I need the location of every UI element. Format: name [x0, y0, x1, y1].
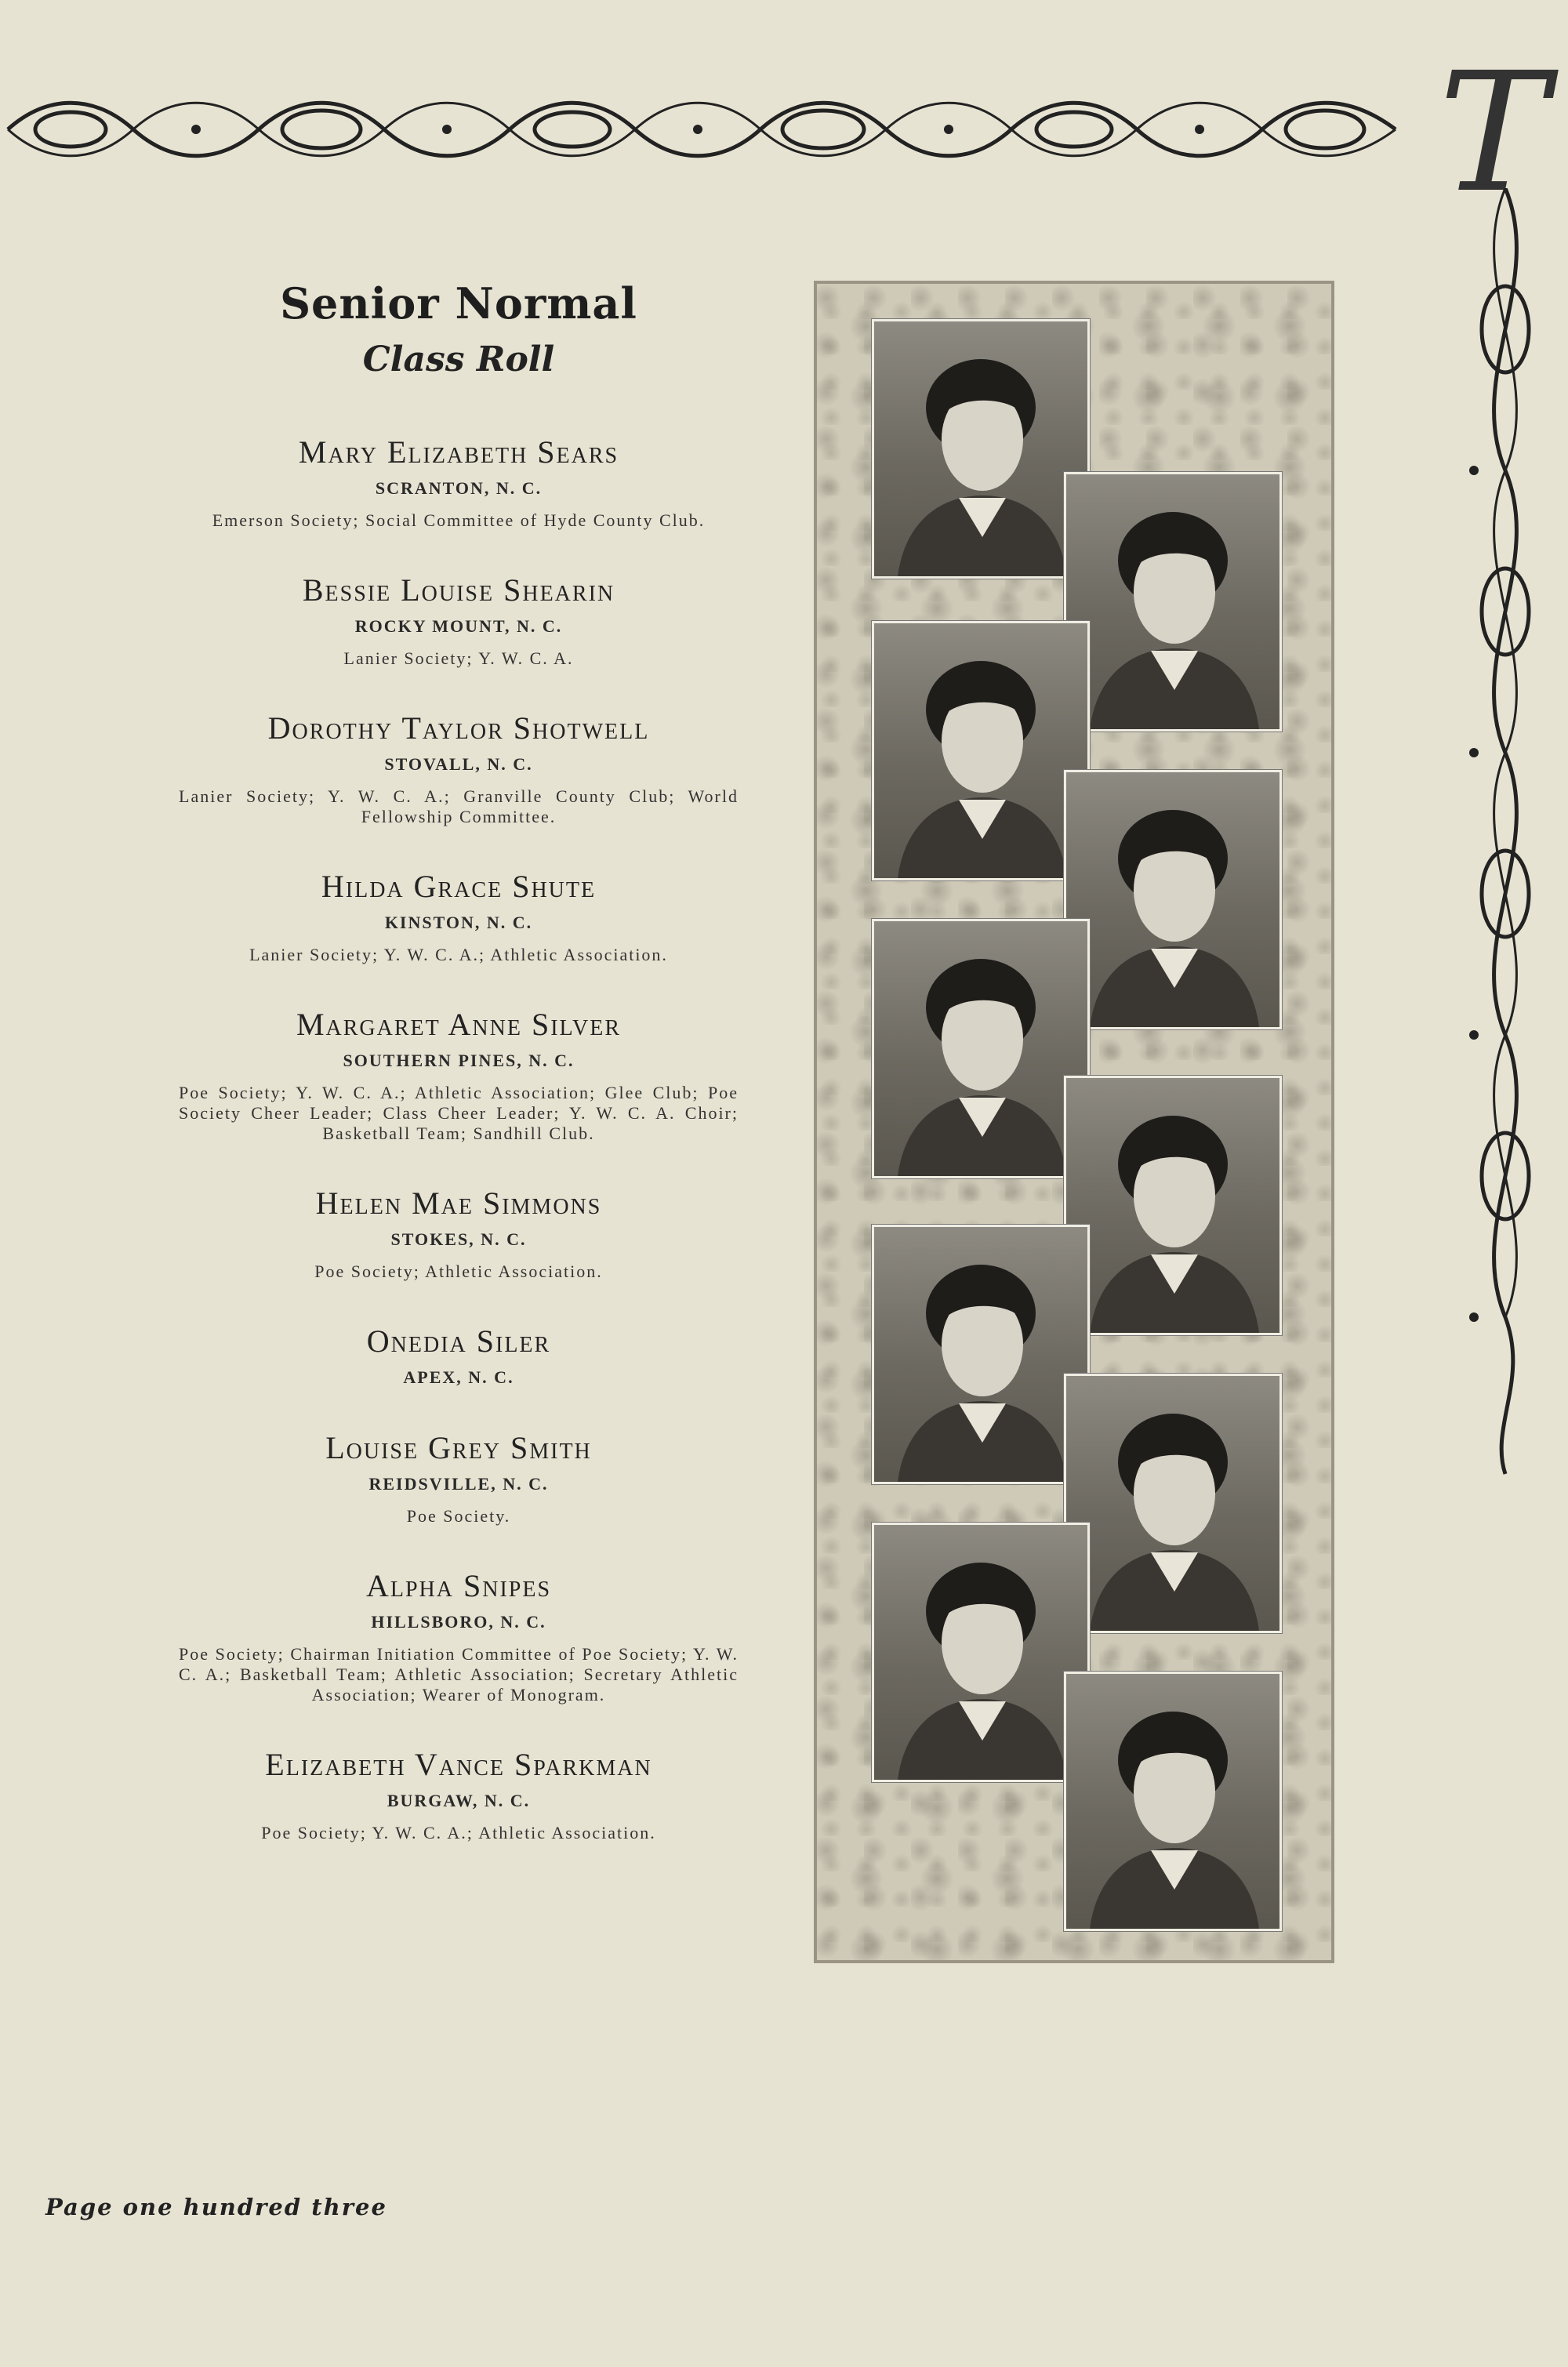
- class-roll-list: [179, 434, 739, 1884]
- hometown: HILLSBORO, N. C.: [371, 1612, 546, 1632]
- hometown: KINSTON, N. C.: [384, 913, 533, 932]
- activities: Poe Society; Y. W. C. A.; Athletic Association.: [261, 1823, 656, 1842]
- student-portrait: [872, 1225, 1090, 1484]
- student-name: Helen Mae Simmons: [315, 1185, 602, 1221]
- student-portrait: [872, 621, 1090, 880]
- section-title: Senior Normal: [280, 278, 637, 329]
- activities: Lanier Society; Y. W. C. A.: [343, 648, 574, 668]
- student-portrait: [872, 319, 1090, 579]
- student-portrait: [872, 919, 1090, 1178]
- student-name: Louise Grey Smith: [325, 1430, 592, 1465]
- hometown: BURGAW, N. C.: [387, 1791, 531, 1810]
- activities: Poe Society; Y. W. C. A.; Athletic Association; Glee Club; Poe Society Cheer Leader; Class Cheer Leader; Y. W. C. A. Choir; Basketball Team; Sandhill Club.: [179, 1083, 739, 1143]
- student-name: Hilda Grace Shute: [321, 869, 597, 904]
- roll-entry: [179, 1567, 739, 1705]
- student-name: Mary Elizabeth Sears: [298, 434, 619, 470]
- student-name: Elizabeth Vance Sparkman: [265, 1747, 652, 1782]
- roll-entry: [179, 572, 739, 669]
- student-portrait: [1064, 472, 1282, 732]
- drop-cap: T: [1438, 37, 1549, 229]
- student-name: Margaret Anne Silver: [296, 1007, 622, 1042]
- activities: Emerson Society; Social Committee of Hyde County Club.: [212, 510, 706, 530]
- class-roll-heading: Class Roll: [362, 339, 555, 379]
- hometown: SOUTHERN PINES, N. C.: [343, 1051, 575, 1070]
- vine-ornament: [1458, 188, 1552, 1482]
- roll-entry: [179, 868, 739, 965]
- page-number: Page one hundred three: [45, 2194, 387, 2220]
- portrait-panel: [814, 281, 1334, 1963]
- hometown: STOKES, N. C.: [390, 1229, 527, 1249]
- student-name: Alpha Snipes: [365, 1568, 552, 1603]
- hometown: REIDSVILLE, N. C.: [368, 1474, 549, 1494]
- student-name: Dorothy Taylor Shotwell: [267, 710, 650, 746]
- roll-entry: [179, 1006, 739, 1144]
- student-portrait: [1064, 1076, 1282, 1335]
- activities: Poe Society; Chairman Initiation Committee of Poe Society; Y. W. C. A.; Basketball Team; Athletic Association; Secretary Athletic Association; Wearer of Monogram.: [179, 1644, 739, 1704]
- roll-entry: [179, 434, 739, 531]
- roll-entry: [179, 710, 739, 827]
- ornamental-header-border: [0, 86, 1411, 172]
- hometown: APEX, N. C.: [403, 1367, 514, 1387]
- student-portrait: [1064, 1374, 1282, 1633]
- hometown: SCRANTON, N. C.: [375, 478, 543, 498]
- activities: Poe Society; Athletic Association.: [314, 1262, 603, 1281]
- activities: Lanier Society; Y. W. C. A.; Granville County Club; World Fellowship Committee.: [179, 786, 739, 826]
- activities: Lanier Society; Y. W. C. A.; Athletic Association.: [249, 945, 668, 964]
- roll-entry: [179, 1185, 739, 1282]
- roll-entry: [179, 1429, 739, 1527]
- title-block: [180, 278, 737, 379]
- student-portrait: [1064, 770, 1282, 1029]
- student-name: Bessie Louise Shearin: [302, 572, 615, 608]
- roll-entry: [179, 1323, 739, 1389]
- student-portrait: [872, 1523, 1090, 1782]
- activities: Poe Society.: [406, 1506, 511, 1526]
- hometown: STOVALL, N. C.: [384, 754, 533, 774]
- hometown: ROCKY MOUNT, N. C.: [354, 616, 563, 636]
- student-name: Onedia Siler: [366, 1323, 551, 1359]
- roll-entry: [179, 1746, 739, 1843]
- student-portrait: [1064, 1672, 1282, 1931]
